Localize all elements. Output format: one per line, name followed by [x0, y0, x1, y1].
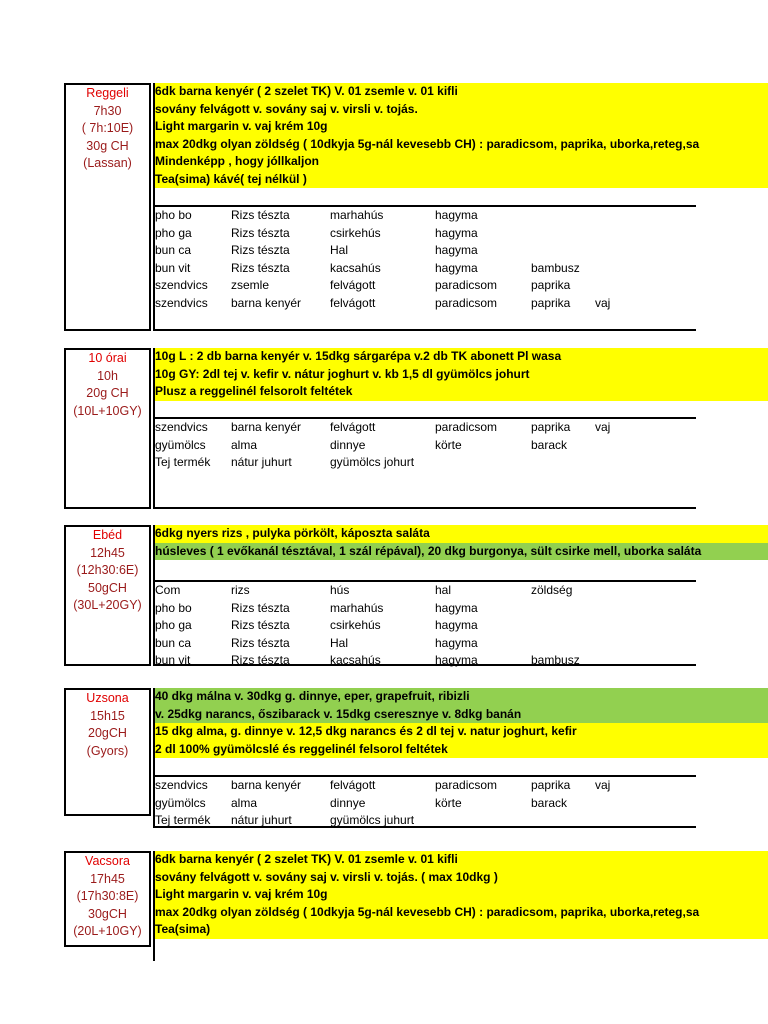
meal-detail: 15h15	[90, 708, 125, 723]
table-cell: hagyma	[435, 225, 478, 240]
table-cell: pho ga	[155, 225, 192, 240]
table-cell: alma	[231, 795, 258, 810]
highlight-line: sovány felvágott v. sovány saj v. virsli v. tojás.	[153, 101, 768, 119]
table-cell: pho bo	[155, 208, 192, 222]
highlight-line: Light margarin v. vaj krém 10g	[153, 118, 768, 136]
highlight-line: 6dk barna kenyér ( 2 szelet TK) V. 01 zsemle v. 01 kifli	[153, 851, 768, 869]
table-row	[153, 419, 696, 437]
table-row	[153, 617, 696, 635]
table-cell: csirkehús	[330, 618, 381, 632]
table-cell: szendvics	[155, 778, 208, 792]
food-table	[153, 417, 696, 472]
meal-block	[64, 851, 700, 961]
highlight-line: 6dk barna kenyér ( 2 szelet TK) V. 01 zsemle v. 01 kifli	[153, 83, 768, 101]
table-cell: hagyma	[435, 653, 478, 667]
table-cell: felvágott	[330, 420, 376, 434]
table-cell: felvágott	[330, 778, 376, 792]
table-cell: bun ca	[155, 635, 192, 650]
table-row	[153, 242, 696, 260]
table-cell: hús	[330, 583, 350, 597]
food-table	[153, 580, 696, 670]
table-row	[153, 582, 696, 600]
meal-detail: ( 7h:10E)	[81, 121, 134, 135]
table-cell: paradicsom	[435, 295, 498, 310]
highlight-line: Plusz a reggelinél felsorolt feltétek	[153, 383, 768, 401]
table-cell: hal	[435, 583, 452, 597]
table-cell: szendvics	[155, 295, 208, 310]
table-cell: Rizs tészta	[231, 635, 290, 650]
meal-detail: 20g CH	[86, 386, 129, 400]
table-cell: Hal	[330, 243, 349, 257]
highlight-line: Light margarin v. vaj krém 10g	[153, 886, 768, 904]
meal-detail: 30g CH	[86, 138, 129, 153]
food-table	[153, 205, 696, 312]
table-row	[153, 454, 696, 472]
table-cell: csirkehús	[330, 225, 381, 240]
meal-detail: 50gCH	[88, 580, 127, 595]
meal-detail: (20L+10GY)	[73, 924, 142, 938]
table-cell: szendvics	[155, 278, 208, 292]
table-row	[153, 795, 696, 813]
food-table	[153, 775, 696, 830]
table-cell: Tej termék	[155, 813, 211, 827]
highlight-line: 15 dkg alma, g. dinnye v. 12,5 dkg narancs és 2 dl tej v. natur joghurt, kefir	[153, 723, 768, 741]
bottom-border	[153, 507, 696, 509]
table-cell: pho ga	[155, 618, 192, 632]
column-divider	[153, 525, 155, 666]
bottom-border	[153, 664, 696, 666]
column-divider	[153, 688, 155, 828]
meal-detail: 17h45	[90, 871, 125, 886]
table-cell: vaj	[595, 420, 611, 434]
highlight-line: Mindenképp , hogy jóllkaljon	[153, 153, 768, 171]
table-cell: hagyma	[435, 208, 478, 222]
meal-block	[64, 348, 696, 509]
column-divider	[153, 83, 155, 331]
meal-block	[64, 83, 700, 331]
highlight-area	[153, 525, 768, 560]
table-cell: körte	[435, 795, 462, 810]
meal-detail: (12h30:6E)	[76, 563, 139, 577]
highlight-line: max 20dkg olyan zöldség ( 10dkyja 5g-nál kevesebb CH) : paradicsom, paprika, uborka,reteg,sa	[153, 904, 768, 922]
meal-detail: 7h30	[93, 103, 122, 118]
table-cell: zöldség	[531, 583, 573, 597]
meal-name: 10 órai	[88, 351, 127, 365]
table-cell: paprika	[531, 420, 571, 434]
meal-detail: (17h30:8E)	[76, 889, 139, 903]
table-cell: Tej termék	[155, 455, 211, 469]
table-row	[153, 225, 696, 243]
bottom-border	[153, 826, 696, 828]
table-cell: dinnye	[330, 795, 366, 810]
table-row	[153, 437, 696, 455]
meal-detail: (10L+10GY)	[73, 403, 142, 418]
table-row	[153, 207, 696, 225]
highlight-area	[153, 348, 768, 401]
table-cell: zsemle	[231, 278, 270, 292]
table-cell: bambusz	[531, 260, 580, 275]
bottom-border	[153, 329, 696, 331]
table-row	[153, 652, 696, 670]
highlight-line: max 20dkg olyan zöldség ( 10dkyja 5g-nál kevesebb CH) : paradicsom, paprika, uborka,reteg,sa	[153, 136, 768, 154]
table-cell: hagyma	[435, 243, 478, 257]
table-cell: paradicsom	[435, 278, 498, 292]
table-row	[153, 295, 696, 313]
table-row	[153, 635, 696, 653]
meal-detail: 12h45	[90, 545, 125, 560]
meal-detail: 30gCH	[88, 906, 127, 921]
column-divider	[153, 851, 155, 961]
meal-name: Vacsora	[85, 854, 130, 868]
table-cell: barack	[531, 437, 568, 452]
meal-time-cell	[64, 83, 151, 331]
table-cell: Rizs tészta	[231, 243, 290, 257]
highlight-line: 10g GY: 2dl tej v. kefir v. nátur joghurt v. kb 1,5 dl gyümölcs johurt	[153, 366, 768, 384]
table-cell: Rizs tészta	[231, 600, 290, 615]
table-cell: Rizs tészta	[231, 618, 290, 632]
table-cell: Rizs tészta	[231, 225, 290, 240]
table-cell: paradicsom	[435, 778, 498, 792]
table-cell: bun vit	[155, 653, 191, 667]
table-cell: dinnye	[330, 437, 366, 452]
table-cell: bun ca	[155, 243, 192, 257]
meal-time-cell	[64, 851, 151, 947]
table-cell: barna kenyér	[231, 420, 302, 434]
table-cell: felvágott	[330, 295, 376, 310]
table-cell: kacsahús	[330, 260, 381, 275]
meal-block	[64, 688, 696, 828]
table-cell: paprika	[531, 278, 571, 292]
table-row	[153, 277, 696, 295]
table-row	[153, 777, 696, 795]
highlight-line: húsleves ( 1 evőkanál tésztával, 1 szál répával), 20 dkg burgonya, sült csirke mell, uborka saláta	[153, 543, 768, 561]
table-cell: hagyma	[435, 635, 478, 650]
table-cell: barna kenyér	[231, 295, 302, 310]
table-cell: hagyma	[435, 618, 478, 632]
table-cell: körte	[435, 437, 462, 452]
table-cell: Hal	[330, 635, 349, 650]
table-cell: barna kenyér	[231, 778, 302, 792]
meal-name: Ebéd	[92, 528, 123, 542]
meal-name: Uzsona	[86, 691, 129, 705]
highlight-line: Tea(sima)	[153, 921, 768, 939]
meal-time-cell	[64, 348, 151, 509]
highlight-area	[153, 688, 768, 758]
table-cell: paprika	[531, 295, 571, 310]
table-cell: marhahús	[330, 208, 384, 222]
table-cell: felvágott	[330, 278, 376, 292]
table-cell: paradicsom	[435, 420, 498, 434]
highlight-line: 40 dkg málna v. 30dkg g. dinnye, eper, grapefruit, ribizli	[153, 688, 768, 706]
table-cell: gyümölcs	[155, 795, 206, 810]
meal-name: Reggeli	[86, 86, 129, 100]
table-cell: Com	[155, 583, 181, 597]
highlight-area	[153, 83, 768, 188]
meal-time-cell	[64, 688, 151, 816]
table-cell: rizs	[231, 583, 250, 597]
meal-detail: 20gCH	[88, 726, 127, 740]
meal-block	[64, 525, 702, 667]
table-cell: kacsahús	[330, 653, 381, 667]
table-row	[153, 600, 696, 618]
table-cell: Rizs tészta	[231, 208, 290, 222]
table-row	[153, 260, 696, 278]
highlight-line: 6dkg nyers rizs , pulyka pörkölt, káposzta saláta	[153, 525, 768, 543]
highlight-area	[153, 851, 768, 939]
highlight-line: Tea(sima) kávé( tej nélkül )	[153, 171, 768, 189]
table-cell: bun vit	[155, 260, 191, 275]
table-cell: alma	[231, 437, 258, 452]
table-cell: gyümölcs juhurt	[330, 813, 415, 827]
table-cell: hagyma	[435, 260, 478, 275]
meal-detail: (30L+20GY)	[73, 598, 142, 612]
table-cell: barack	[531, 795, 568, 810]
table-cell: gyümölcs johurt	[330, 455, 415, 469]
table-cell: pho bo	[155, 600, 192, 615]
highlight-line: sovány felvágott v. sovány saj v. virsli v. tojás. ( max 10dkg )	[153, 869, 768, 887]
table-cell: hagyma	[435, 600, 478, 615]
table-cell: marhahús	[330, 600, 384, 615]
highlight-line: 2 dl 100% gyümölcslé és reggelinél felsorol feltétek	[153, 741, 768, 759]
meal-detail: (Lassan)	[83, 156, 132, 170]
column-divider	[153, 348, 155, 509]
meal-detail: (Gyors)	[86, 743, 129, 758]
meal-detail: 10h	[97, 368, 118, 383]
meal-time-cell	[64, 525, 151, 666]
table-cell: vaj	[595, 295, 611, 310]
table-cell: szendvics	[155, 420, 208, 434]
table-cell: nátur juhurt	[231, 455, 292, 469]
highlight-line: v. 25dkg narancs, őszibarack v. 15dkg cseresznye v. 8dkg banán	[153, 706, 768, 724]
table-cell: Rizs tészta	[231, 260, 290, 275]
table-cell: nátur juhurt	[231, 813, 292, 827]
table-cell: Rizs tészta	[231, 653, 290, 667]
highlight-line: 10g L : 2 db barna kenyér v. 15dkg sárgarépa v.2 db TK abonett Pl wasa	[153, 348, 768, 366]
table-cell: paprika	[531, 778, 571, 792]
table-cell: gyümölcs	[155, 437, 206, 452]
table-cell: bambusz	[531, 653, 580, 667]
table-cell: vaj	[595, 778, 611, 792]
